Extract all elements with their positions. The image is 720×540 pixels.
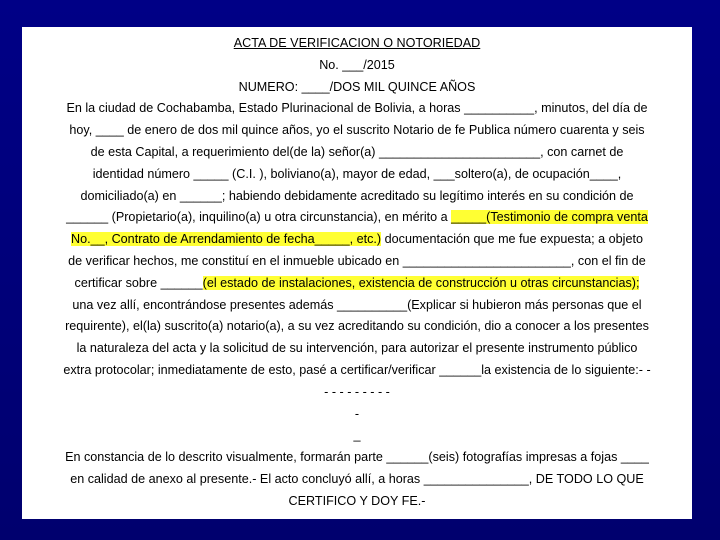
- line-9-text: certificar sobre ______: [74, 275, 203, 290]
- document-number: No. ___/2015: [319, 57, 395, 72]
- paragraph-line-19: CERTIFICO Y DOY FE.-: [288, 493, 426, 508]
- paragraph-line-15: -: [354, 406, 360, 421]
- paragraph-line-10: una vez allí, encontrándose presentes además __________(Explicar si hubieron más personas que el: [72, 297, 642, 312]
- paragraph-line-14: - - - - - - - - -: [324, 384, 390, 399]
- paragraph-line-17: En constancia de lo descrito visualmente, formarán parte ______(seis) fotografías impresas a fojas ____: [65, 450, 649, 465]
- document-page: [22, 27, 692, 519]
- paragraph-line-8: de verificar hechos, me constituí en el inmueble ubicado en ________________________, con el fin de: [68, 253, 646, 268]
- line-7-text: documentación que me fue expuesta; a objeto: [381, 232, 643, 247]
- document-title: ACTA DE VERIFICACION O NOTORIEDAD: [233, 36, 481, 50]
- paragraph-line-4: identidad número _____ (C.I. ), boliviano(a), mayor de edad, ___soltero(a), de ocupación____,: [92, 166, 622, 181]
- paragraph-line-5: domiciliado(a) en ______; habiendo debidamente acreditado su legítimo interés en su condición de: [80, 188, 634, 203]
- line-6-text: ______ (Propietario(a), inquilino(a) u otra circunstancia), en mérito a: [66, 210, 452, 225]
- paragraph-line-9: [22, 273, 692, 295]
- paragraph-line-13: extra protocolar; inmediatamente de esto, pasé a certificar/verificar ______la existencia de lo siguiente:- -: [63, 362, 651, 377]
- paragraph-line-2: hoy, ____ de enero de dos mil quince años, yo el suscrito Notario de fe Publica número cuarenta y seis: [69, 123, 645, 138]
- paragraph-line-12: la naturaleza del acta y la solicitud de su intervención, para autorizar el presente instrumento público: [76, 341, 638, 356]
- paragraph-line-16: _: [353, 428, 361, 443]
- highlight-instalaciones: (el estado de instalaciones, existencia de construcción u otras circunstancias);: [202, 275, 640, 290]
- paragraph-line-11: requirente), el(la) suscrito(a) notario(a), a su vez acreditando su condición, dio a conocer a los presentes: [65, 319, 649, 334]
- paragraph-line-1: En la ciudad de Cochabamba, Estado Plurinacional de Bolivia, a horas __________, minutos, del día de: [66, 101, 648, 116]
- paragraph-line-3: de esta Capital, a requerimiento del(de la) señor(a) _______________________, con carnet de: [90, 144, 624, 159]
- highlight-contrato: No.__, Contrato de Arrendamiento de fecha_____, etc.): [70, 232, 382, 247]
- paragraph-line-6: [22, 207, 692, 229]
- highlight-testimonio: _____(Testimonio de compra venta: [451, 210, 648, 225]
- paragraph-line-7: [22, 229, 692, 251]
- paragraph-line-18: en calidad de anexo al presente.- El acto concluyó allí, a horas _______________, DE TODO LO QUE: [70, 471, 644, 486]
- document-numero: NUMERO: ____/DOS MIL QUINCE AÑOS: [238, 79, 476, 94]
